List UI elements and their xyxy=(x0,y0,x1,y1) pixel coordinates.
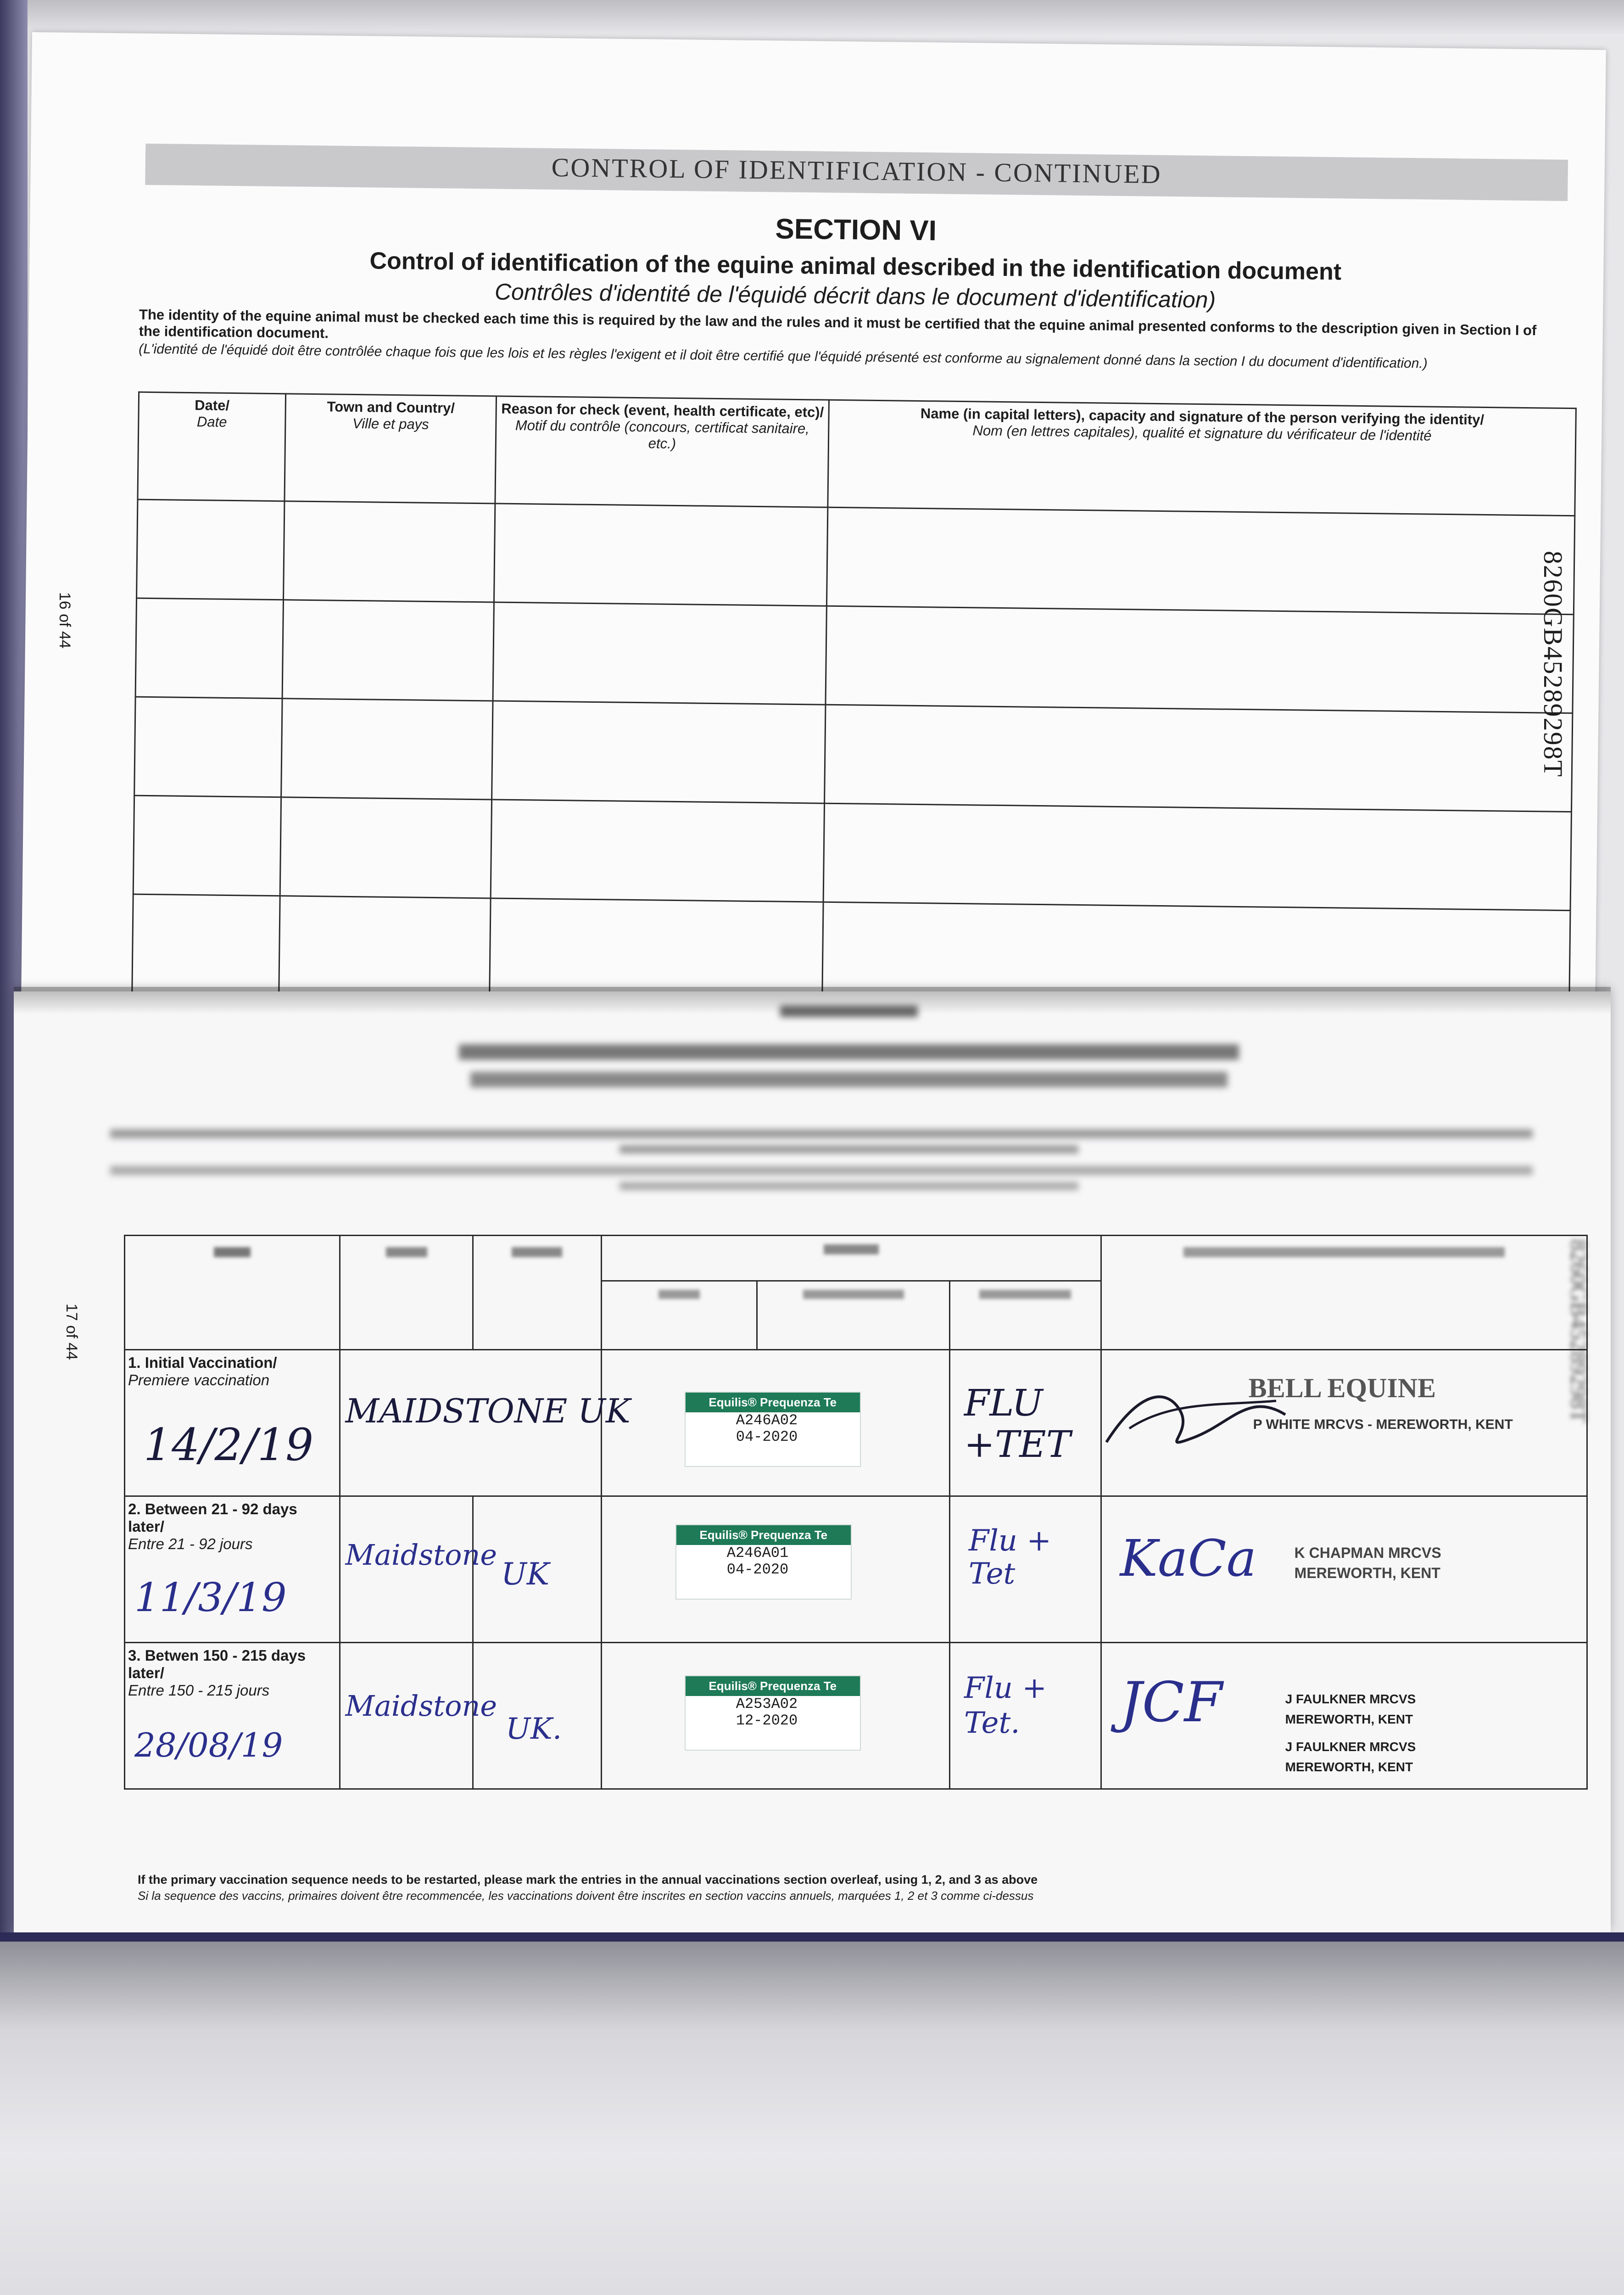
column-header-date xyxy=(125,1236,340,1350)
cell xyxy=(134,697,282,797)
cell xyxy=(135,598,283,699)
vaccination-row-third xyxy=(125,1643,1587,1789)
column-header-batch-number xyxy=(757,1281,950,1350)
handwritten-country: UK xyxy=(501,1556,550,1592)
cell xyxy=(490,898,823,1001)
table-header-row xyxy=(138,392,1576,516)
date-cell xyxy=(125,1350,340,1496)
sticker-expiry: 12-2020 xyxy=(736,1712,798,1729)
stamp-line: MEREWORTH, KENT xyxy=(1285,1712,1413,1726)
vet-signature: KaCa xyxy=(1120,1529,1257,1588)
cell xyxy=(281,699,493,800)
page-16 xyxy=(21,32,1606,1014)
cell xyxy=(823,803,1572,910)
handwritten-place: Maidstone xyxy=(345,1689,497,1723)
page-number-17: 17 of 44 xyxy=(63,1304,80,1360)
sticker-brand: Equilis® Prequenza Te xyxy=(686,1676,860,1696)
table-row xyxy=(133,795,1571,911)
blurred-section-heading xyxy=(110,1005,1588,1235)
practice-stamp-cell xyxy=(1101,1350,1587,1496)
scan-background-bottom xyxy=(0,1942,1624,2295)
passport-id-number-blurred: 8260GB45289298T xyxy=(1566,1239,1592,1423)
stamp-line: MEREWORTH, KENT xyxy=(1294,1565,1440,1581)
handwritten-place: Maidstone xyxy=(345,1538,497,1572)
column-header-place xyxy=(340,1236,473,1350)
date-cell xyxy=(125,1643,340,1789)
passport-id-number: 8260GB45289298T xyxy=(1538,551,1568,778)
cell xyxy=(491,800,825,902)
section-banner xyxy=(145,144,1568,201)
table-row xyxy=(137,499,1575,615)
scan-background-top xyxy=(0,0,1624,37)
sticker-lot: A246A02 xyxy=(736,1412,798,1429)
primary-vaccination-table xyxy=(124,1235,1588,1790)
sticker-brand: Equilis® Prequenza Te xyxy=(686,1393,860,1412)
sticker-lot: A253A02 xyxy=(736,1696,798,1713)
vaccine-sticker-cell xyxy=(601,1643,949,1789)
row-label-fr: Entre 21 - 92 jours xyxy=(128,1535,253,1552)
handwritten-date: 28/08/19 xyxy=(134,1726,283,1764)
practice-stamp-name: BELL EQUINE xyxy=(1248,1373,1436,1403)
column-header-verifier: Name (in capital letters), capacity and signature of the person verifying the identity/ Nom (en lettres capitales), qualité et signature du vérificateur de l'identité xyxy=(828,400,1576,515)
intro-english: The identity of the equine animal must be checked each time this is required by the law and the rules and it must be certified that the equine animal presented conforms to the description given in Section I of the identification document. xyxy=(139,306,1537,341)
cell xyxy=(494,504,828,606)
cell xyxy=(137,499,285,600)
date-cell xyxy=(125,1496,340,1643)
handwritten-date: 14/2/19 xyxy=(144,1419,314,1471)
column-header-disease xyxy=(949,1281,1101,1350)
footnote-french: Si la sequence des vaccins, primaires doivent être recommencée, les vaccinations doivent être inscrites en section vaccins annuels, marquées 1, 2 et 3 comme ci-dessus xyxy=(138,1889,1034,1903)
practice-stamp xyxy=(1285,1689,1416,1777)
row-label-fr: Premiere vaccination xyxy=(128,1371,270,1388)
handwritten-country: UK. xyxy=(506,1712,562,1746)
table-row xyxy=(135,598,1574,713)
footnote-english: If the primary vaccination sequence needs to be restarted, please mark the entries in the annual vaccinations section overleaf, using 1, 2, and 3 as above xyxy=(138,1873,1038,1886)
place-cell xyxy=(340,1643,497,1789)
column-header-town-country: Town and Country/ Ville et pays xyxy=(285,394,497,504)
practice-stamp-cell xyxy=(1101,1496,1587,1643)
title-english: Control of identification of the equine animal described in the identification document xyxy=(369,247,1342,285)
cell xyxy=(283,501,495,602)
disease-cell xyxy=(949,1350,1101,1496)
cell xyxy=(493,602,826,705)
banner-title: CONTROL OF IDENTIFICATION - CONTINUED xyxy=(551,152,1162,189)
identity-check-table xyxy=(131,392,1577,1010)
cell xyxy=(824,705,1573,812)
sticker-brand: Equilis® Prequenza Te xyxy=(676,1525,851,1545)
disease-cell xyxy=(949,1496,1101,1643)
column-header-vaccine xyxy=(601,1236,1101,1281)
vaccination-row-second xyxy=(125,1496,1587,1643)
handwritten-disease: Flu + Tet xyxy=(968,1524,1051,1591)
sticker-expiry: 04-2020 xyxy=(726,1561,789,1578)
place-cell xyxy=(340,1496,497,1643)
row-label-fr: Entre 150 - 215 jours xyxy=(128,1682,270,1699)
section-heading: SECTION VI xyxy=(775,213,937,247)
cell xyxy=(492,701,826,803)
sticker-lot: A246A01 xyxy=(726,1545,789,1562)
stamp-line: J FAULKNER MRCVS xyxy=(1285,1740,1416,1754)
handwritten-place: MAIDSTONE UK xyxy=(345,1392,631,1430)
practice-stamp-vet: P WHITE MRCVS - MEREWORTH, KENT xyxy=(1253,1417,1513,1432)
vaccine-sticker-cell xyxy=(601,1496,949,1643)
title-french: Contrôles d'identité de l'équidé décrit dans le document d'identification) xyxy=(494,279,1216,313)
page-number-16: 16 of 44 xyxy=(56,592,73,649)
cell xyxy=(132,894,280,995)
vaccine-batch-sticker xyxy=(685,1675,861,1751)
sticker-expiry: 04-2020 xyxy=(736,1428,798,1445)
cell xyxy=(282,600,494,701)
row-label-en: 2. Between 21 - 92 days later/ xyxy=(128,1500,297,1535)
column-header-country xyxy=(473,1236,602,1350)
country-cell xyxy=(473,1643,602,1789)
row-label-en: 1. Initial Vaccination/ xyxy=(128,1354,277,1371)
vaccine-batch-sticker xyxy=(685,1392,861,1467)
table-header-row xyxy=(125,1236,1587,1281)
practice-stamp xyxy=(1295,1543,1441,1583)
cell xyxy=(826,606,1574,713)
vaccine-batch-sticker xyxy=(675,1524,852,1600)
column-header-vaccine-name xyxy=(601,1281,757,1350)
column-header-date: Date/ Date xyxy=(138,392,285,501)
intro-french: (L'identité de l'équidé doit être contrôlée chaque fois que les lois et les règles l'exigent et il doit être certifié que l'équidé présenté est conforme au signalement donné dans la section I du document d'identification.) xyxy=(138,341,1428,371)
disease-cell xyxy=(949,1643,1101,1789)
practice-stamp-cell xyxy=(1101,1643,1587,1789)
handwritten-disease: FLU +TET xyxy=(964,1382,1071,1466)
column-header-practice-stamp xyxy=(1101,1236,1587,1350)
place-country-cell xyxy=(340,1350,631,1496)
cell xyxy=(280,797,492,898)
cell xyxy=(826,507,1575,614)
stamp-line: K CHAPMAN MRCVS xyxy=(1294,1545,1441,1561)
country-cell xyxy=(473,1496,602,1643)
cell xyxy=(279,896,491,997)
vaccine-sticker-cell xyxy=(601,1350,949,1496)
handwritten-date: 11/3/19 xyxy=(134,1575,287,1621)
stamp-line: J FAULKNER MRCVS xyxy=(1285,1692,1416,1706)
handwritten-disease: Flu + Tet. xyxy=(964,1671,1047,1740)
vet-signature: JCF xyxy=(1120,1671,1222,1735)
vaccination-row-initial xyxy=(125,1350,1587,1496)
table-row xyxy=(134,697,1573,812)
stamp-line: MEREWORTH, KENT xyxy=(1285,1760,1413,1774)
cell xyxy=(133,795,281,896)
column-header-reason: Reason for check (event, health certificate, etc)/ Motif du contrôle (concours, certificat sanitaire, etc.) xyxy=(495,396,829,507)
row-label-en: 3. Betwen 150 - 215 days later/ xyxy=(128,1647,306,1681)
